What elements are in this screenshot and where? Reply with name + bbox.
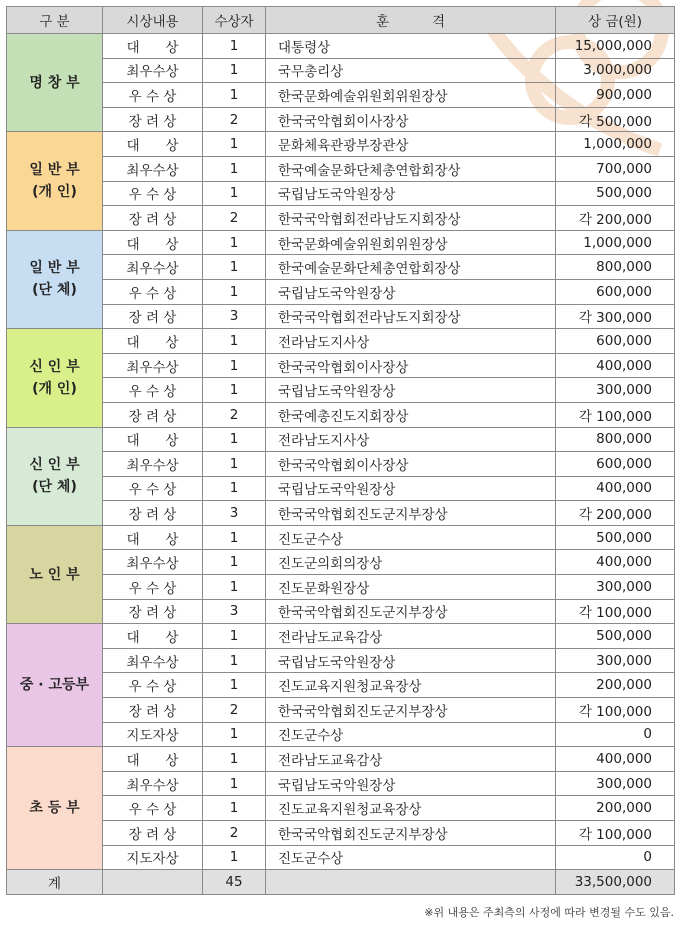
count-cell: 1 — [203, 722, 266, 747]
table-row — [7, 698, 675, 723]
title-cell: 한국국악협회진도군지부장상 — [266, 599, 556, 624]
count-cell: 1 — [203, 771, 266, 796]
prize-cell: 600,000 — [556, 329, 675, 354]
title-cell: 진도군수상 — [266, 525, 556, 550]
prize-cell: 500,000 — [556, 624, 675, 649]
award-cell: 우 수 상 — [103, 181, 203, 206]
category-cell — [7, 34, 103, 132]
category-label: 일 반 부 — [29, 162, 80, 179]
title-cell: 국립남도국악원장상 — [266, 476, 556, 501]
award-cell: 최우수상 — [103, 58, 203, 83]
count-cell: 1 — [203, 648, 266, 673]
count-cell: 1 — [203, 476, 266, 501]
table-row — [7, 821, 675, 846]
title-cell: 한국국악협회이사장상 — [266, 452, 556, 477]
table-row — [7, 796, 675, 821]
award-cell: 장 려 상 — [103, 821, 203, 846]
count-cell: 1 — [203, 796, 266, 821]
total-title-empty — [266, 870, 556, 895]
table-row — [7, 771, 675, 796]
category-label: 중 · 고등부 — [19, 677, 90, 694]
count-cell: 2 — [203, 402, 266, 427]
category-label: 노 인 부 — [29, 566, 80, 583]
category-label: 초 등 부 — [29, 800, 80, 817]
award-cell: 장 려 상 — [103, 206, 203, 231]
title-cell: 한국국악협회전라남도지회장상 — [266, 304, 556, 329]
total-award-empty — [103, 870, 203, 895]
title-cell: 국립남도국악원장상 — [266, 279, 556, 304]
count-cell: 1 — [203, 845, 266, 870]
title-cell: 문화체육관광부장관상 — [266, 132, 556, 157]
prize-cell: 200,000 — [556, 796, 675, 821]
prize-cell: 800,000 — [556, 255, 675, 280]
category-cell — [7, 624, 103, 747]
table-row — [7, 304, 675, 329]
count-cell: 1 — [203, 525, 266, 550]
title-cell: 전라남도교육감상 — [266, 624, 556, 649]
award-cell: 우 수 상 — [103, 476, 203, 501]
prize-cell: 1,000,000 — [556, 230, 675, 255]
title-cell: 국립남도국악원장상 — [266, 181, 556, 206]
count-cell: 1 — [203, 550, 266, 575]
award-cell: 대 상 — [103, 34, 203, 59]
award-cell: 최우수상 — [103, 255, 203, 280]
total-prize: 33,500,000 — [556, 870, 675, 895]
award-cell: 지도자상 — [103, 845, 203, 870]
prize-cell: 0 — [556, 845, 675, 870]
table-row — [7, 83, 675, 108]
award-cell: 장 려 상 — [103, 402, 203, 427]
prize-cell: 600,000 — [556, 279, 675, 304]
title-cell: 국립남도국악원장상 — [266, 771, 556, 796]
table-row — [7, 427, 675, 452]
prize-cell: 각 200,000 — [556, 206, 675, 231]
title-cell: 진도교육지원청교육장상 — [266, 796, 556, 821]
count-cell: 1 — [203, 575, 266, 600]
award-cell: 장 려 상 — [103, 698, 203, 723]
award-cell: 최우수상 — [103, 648, 203, 673]
prize-cell: 800,000 — [556, 427, 675, 452]
title-cell: 국무총리상 — [266, 58, 556, 83]
award-cell: 최우수상 — [103, 771, 203, 796]
count-cell: 1 — [203, 156, 266, 181]
count-cell: 1 — [203, 58, 266, 83]
table-row — [7, 206, 675, 231]
table-row — [7, 476, 675, 501]
award-cell: 대 상 — [103, 525, 203, 550]
count-cell: 2 — [203, 206, 266, 231]
count-cell: 1 — [203, 83, 266, 108]
prize-cell: 400,000 — [556, 550, 675, 575]
award-cell: 장 려 상 — [103, 304, 203, 329]
count-cell: 1 — [203, 427, 266, 452]
header-category: 구 분 — [7, 7, 103, 34]
table-row — [7, 230, 675, 255]
prize-cell: 900,000 — [556, 83, 675, 108]
prize-cell: 300,000 — [556, 771, 675, 796]
title-cell: 한국국악협회전라남도지회장상 — [266, 206, 556, 231]
table-row — [7, 329, 675, 354]
prize-cell: 각 100,000 — [556, 821, 675, 846]
prize-cell: 600,000 — [556, 452, 675, 477]
award-cell: 우 수 상 — [103, 575, 203, 600]
award-cell: 우 수 상 — [103, 796, 203, 821]
title-cell: 대통령상 — [266, 34, 556, 59]
category-label: (단 체) — [32, 479, 77, 496]
title-cell: 진도군수상 — [266, 722, 556, 747]
table-row — [7, 156, 675, 181]
title-cell: 한국국악협회이사장상 — [266, 107, 556, 132]
title-cell: 한국예총진도지회장상 — [266, 402, 556, 427]
count-cell: 1 — [203, 353, 266, 378]
table-row — [7, 34, 675, 59]
count-cell: 1 — [203, 673, 266, 698]
table-row — [7, 132, 675, 157]
prize-cell: 300,000 — [556, 575, 675, 600]
award-cell: 지도자상 — [103, 722, 203, 747]
count-cell: 3 — [203, 501, 266, 526]
table-row — [7, 378, 675, 403]
prize-cell: 400,000 — [556, 476, 675, 501]
table-row — [7, 279, 675, 304]
table-row — [7, 599, 675, 624]
table-header-row — [7, 7, 675, 34]
count-cell: 1 — [203, 747, 266, 772]
count-cell: 1 — [203, 329, 266, 354]
category-label: (단 체) — [32, 282, 77, 299]
title-cell: 한국예술문화단체총연합회장상 — [266, 156, 556, 181]
header-count: 수상자 — [203, 7, 266, 34]
table-row — [7, 402, 675, 427]
count-cell: 2 — [203, 821, 266, 846]
table-row — [7, 181, 675, 206]
category-label: (개 인) — [32, 380, 77, 397]
award-cell: 대 상 — [103, 624, 203, 649]
award-cell: 대 상 — [103, 230, 203, 255]
table-row — [7, 525, 675, 550]
table-row — [7, 501, 675, 526]
category-label: 일 반 부 — [29, 260, 80, 277]
table-row — [7, 845, 675, 870]
category-cell — [7, 525, 103, 623]
table-row — [7, 255, 675, 280]
count-cell: 1 — [203, 255, 266, 280]
total-row — [7, 870, 675, 895]
title-cell: 진도군의회의장상 — [266, 550, 556, 575]
category-label: 신 인 부 — [29, 457, 80, 474]
prize-cell: 700,000 — [556, 156, 675, 181]
award-cell: 최우수상 — [103, 452, 203, 477]
prize-cell: 3,000,000 — [556, 58, 675, 83]
table-row — [7, 747, 675, 772]
table-body — [7, 34, 675, 895]
title-cell: 한국국악협회진도군지부장상 — [266, 821, 556, 846]
table-row — [7, 58, 675, 83]
prize-cell: 각 100,000 — [556, 698, 675, 723]
prize-cell: 0 — [556, 722, 675, 747]
table-row — [7, 550, 675, 575]
footnote: ※위 내용은 주최측의 사정에 따라 변경될 수도 있음. — [424, 906, 674, 919]
table-row — [7, 107, 675, 132]
title-cell: 한국국악협회진도군지부장상 — [266, 501, 556, 526]
prize-cell: 200,000 — [556, 673, 675, 698]
count-cell: 1 — [203, 378, 266, 403]
total-count: 45 — [203, 870, 266, 895]
prize-cell: 각 200,000 — [556, 501, 675, 526]
title-cell: 한국국악협회이사장상 — [266, 353, 556, 378]
category-cell — [7, 230, 103, 328]
title-cell: 국립남도국악원장상 — [266, 648, 556, 673]
prize-cell: 400,000 — [556, 747, 675, 772]
award-cell: 대 상 — [103, 747, 203, 772]
count-cell: 3 — [203, 599, 266, 624]
award-cell: 장 려 상 — [103, 501, 203, 526]
category-cell — [7, 427, 103, 525]
award-cell: 장 려 상 — [103, 107, 203, 132]
count-cell: 1 — [203, 624, 266, 649]
count-cell: 1 — [203, 34, 266, 59]
prize-cell: 500,000 — [556, 181, 675, 206]
table-row — [7, 353, 675, 378]
table-row — [7, 722, 675, 747]
category-label: 신 인 부 — [29, 358, 80, 375]
award-cell: 대 상 — [103, 329, 203, 354]
award-cell: 우 수 상 — [103, 378, 203, 403]
category-cell — [7, 132, 103, 230]
award-cell: 우 수 상 — [103, 673, 203, 698]
prize-cell: 300,000 — [556, 378, 675, 403]
count-cell: 1 — [203, 132, 266, 157]
title-cell: 전라남도지사상 — [266, 427, 556, 452]
category-cell — [7, 329, 103, 427]
title-cell: 한국문화예술위원회위원장상 — [266, 230, 556, 255]
table-row — [7, 673, 675, 698]
prize-cell: 1,000,000 — [556, 132, 675, 157]
prize-cell: 15,000,000 — [556, 34, 675, 59]
prize-cell: 각 300,000 — [556, 304, 675, 329]
header-prize: 상 금(원) — [556, 7, 675, 34]
title-cell: 국립남도국악원장상 — [266, 378, 556, 403]
count-cell: 2 — [203, 698, 266, 723]
title-cell: 한국국악협회진도군지부장상 — [266, 698, 556, 723]
award-cell: 최우수상 — [103, 156, 203, 181]
total-label: 계 — [7, 870, 103, 895]
table-row — [7, 575, 675, 600]
title-cell: 전라남도교육감상 — [266, 747, 556, 772]
table-row — [7, 452, 675, 477]
category-label: 명 창 부 — [29, 74, 80, 91]
category-label: (개 인) — [32, 184, 77, 201]
title-cell: 한국예술문화단체총연합회장상 — [266, 255, 556, 280]
count-cell: 1 — [203, 279, 266, 304]
award-cell: 장 려 상 — [103, 599, 203, 624]
count-cell: 1 — [203, 230, 266, 255]
prize-cell: 500,000 — [556, 525, 675, 550]
count-cell: 1 — [203, 452, 266, 477]
header-title: 훈 격 — [266, 7, 556, 34]
header-award: 시상내용 — [103, 7, 203, 34]
count-cell: 1 — [203, 181, 266, 206]
prize-cell: 각 500,000 — [556, 107, 675, 132]
award-cell: 대 상 — [103, 427, 203, 452]
prize-cell: 400,000 — [556, 353, 675, 378]
title-cell: 진도교육지원청교육장상 — [266, 673, 556, 698]
award-cell: 최우수상 — [103, 353, 203, 378]
title-cell: 진도문화원장상 — [266, 575, 556, 600]
category-cell — [7, 747, 103, 870]
award-table — [6, 6, 675, 895]
title-cell: 전라남도지사상 — [266, 329, 556, 354]
award-cell: 우 수 상 — [103, 279, 203, 304]
count-cell: 2 — [203, 107, 266, 132]
prize-cell: 각 100,000 — [556, 402, 675, 427]
award-cell: 대 상 — [103, 132, 203, 157]
title-cell: 진도군수상 — [266, 845, 556, 870]
table-row — [7, 648, 675, 673]
award-cell: 최우수상 — [103, 550, 203, 575]
table-row — [7, 624, 675, 649]
award-cell: 우 수 상 — [103, 83, 203, 108]
count-cell: 3 — [203, 304, 266, 329]
prize-cell: 300,000 — [556, 648, 675, 673]
title-cell: 한국문화예술위원회위원장상 — [266, 83, 556, 108]
prize-cell: 각 100,000 — [556, 599, 675, 624]
